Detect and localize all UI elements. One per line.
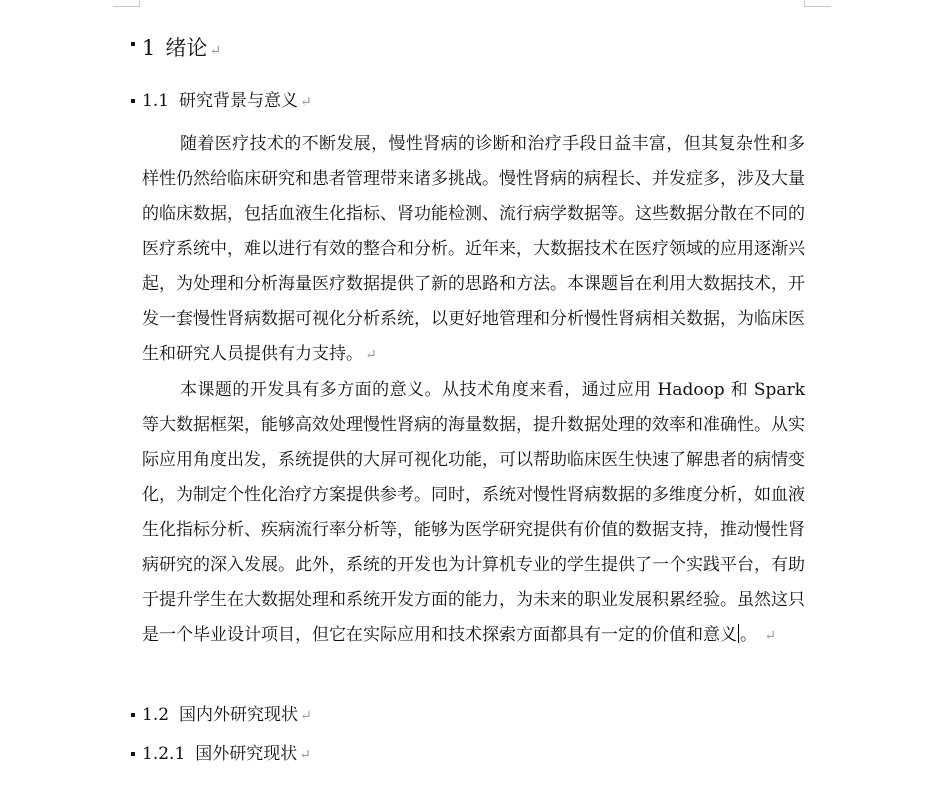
- section-number: 1.2: [142, 705, 170, 725]
- section-title: 国内外研究现状: [179, 705, 299, 725]
- body-paragraph-1[interactable]: [142, 127, 805, 373]
- paragraph-mark-icon: ↵: [300, 94, 312, 110]
- section-title: 国外研究现状: [195, 744, 298, 764]
- heading-bullet-icon: [131, 713, 135, 717]
- page-corner-mark-left: [113, 0, 140, 7]
- section-number: 1.1: [142, 91, 170, 111]
- paragraph-text-end: 。: [740, 625, 757, 645]
- section-number: 1.2.1: [142, 744, 186, 764]
- paragraph-text: 随着医疗技术的不断发展，慢性肾病的诊断和治疗手段日益丰富，但其复杂性和多样性仍然给临床研究和患者管理带来诸多挑战。慢性肾病的病程长、并发症多，涉及大量的临床数据，包括血液生化指标、肾功能检测、流行病学数据等。这些数据分散在不同的医疗系统中，难以进行有效的整合和分析。近年来，大数据技术在医疗领域的应用逐渐兴起，为处理和分析海量医疗数据提供了新的思路和方法。本课题旨在利用大数据技术，开发一套慢性肾病数据可视化分析系统，以更好地管理和分析慢性肾病相关数据，为临床医生和研究人员提供有力支持。: [142, 134, 805, 364]
- text-cursor: [738, 624, 739, 643]
- paragraph-mark-icon: ↵: [300, 708, 312, 724]
- section-heading-1-1[interactable]: [142, 86, 312, 111]
- chapter-title: 绪论: [165, 36, 208, 60]
- paragraph-mark-icon: ↵: [299, 747, 311, 763]
- body-paragraph-2[interactable]: [142, 373, 805, 654]
- paragraph-mark-icon: ↵: [365, 347, 377, 363]
- paragraph-mark-icon: ↵: [209, 43, 222, 59]
- paragraph-text: 本课题的开发具有多方面的意义。从技术角度来看，通过应用 Hadoop 和 Spark 等大数据框架，能够高效处理慢性肾病的海量数据，提升数据处理的效率和准确性。从实际应用角度出发，系统提供的大屏可视化功能，可以帮助临床医生快速了解患者的病情变化，为制定个性化治疗方案提供参考。同时，系统对慢性肾病数据的多维度分析，如血液生化指标分析、疾病流行率分析等，能够为医学研究提供有价值的数据支持，推动慢性肾病研究的深入发展。此外，系统的开发也为计算机专业的学生提供了一个实践平台，有助于提升学生在大数据处理和系统开发方面的能力，为未来的职业发展积累经验。虽然这只是一个毕业设计项目，但它在实际应用和技术探索方面都具有一定的价值和意义: [142, 380, 805, 645]
- section-heading-1-2[interactable]: [142, 700, 312, 725]
- heading-bullet-icon: [131, 42, 135, 46]
- chapter-number: 1: [142, 36, 156, 60]
- heading-bullet-icon: [131, 752, 135, 756]
- section-title: 研究背景与意义: [179, 91, 299, 111]
- paragraph-mark-icon: ↵: [764, 628, 777, 644]
- chapter-heading[interactable]: [142, 32, 221, 62]
- page-corner-mark-right: [804, 0, 831, 7]
- section-heading-1-2-1[interactable]: [142, 739, 311, 764]
- heading-bullet-icon: [131, 99, 135, 103]
